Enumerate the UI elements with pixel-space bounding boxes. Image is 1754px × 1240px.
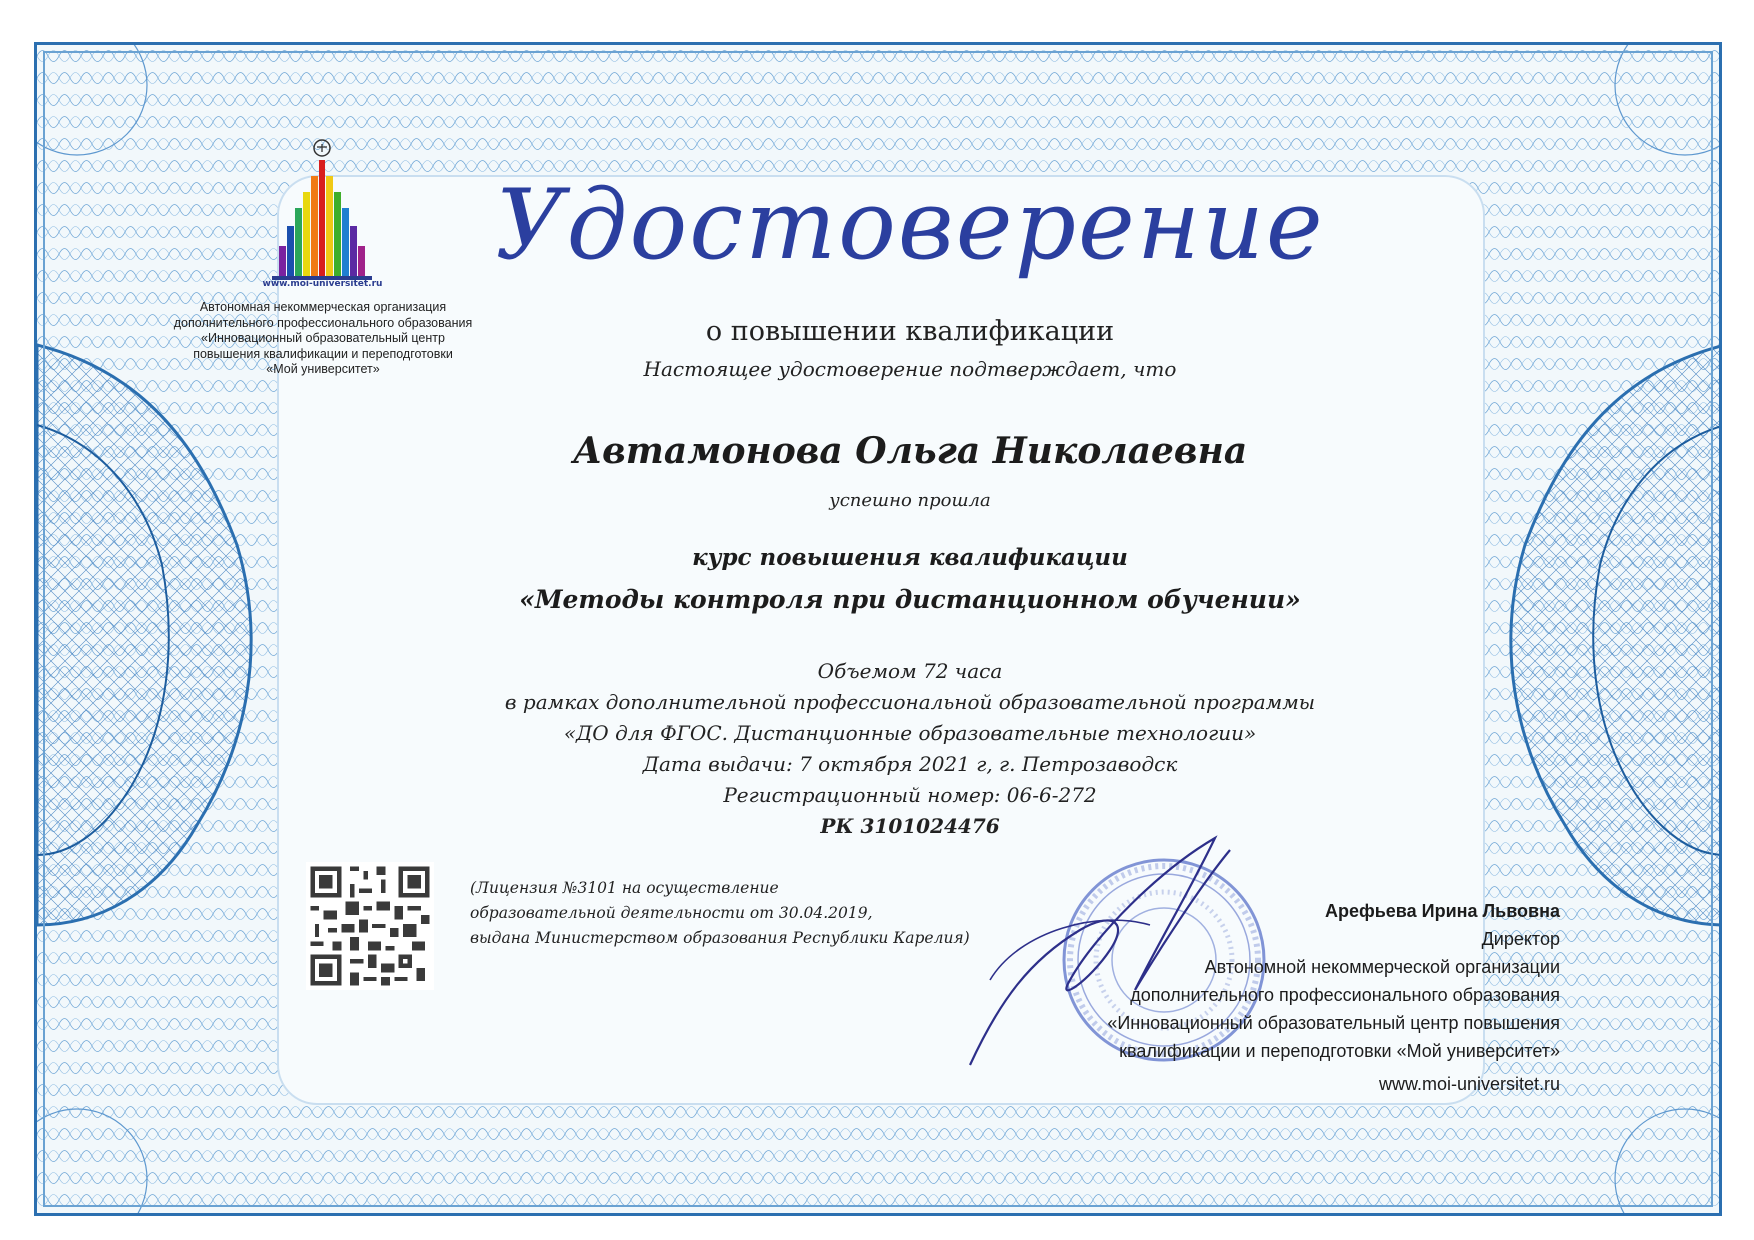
passed-text: успешно прошла xyxy=(829,490,991,511)
license-info xyxy=(470,876,1030,951)
signer-position: Директор xyxy=(1481,929,1560,949)
org-line: «Инновационный образовательный центр xyxy=(201,331,445,345)
signer-org-line: Автономной некоммерческой организации xyxy=(1204,957,1560,977)
org-line: Автономная некоммерческая организация xyxy=(199,300,447,314)
course-type: курс повышения квалификации xyxy=(692,544,1128,571)
logo-url-text: www.moi-universitet.ru xyxy=(262,279,383,289)
signer-name: Арефьева Ирина Львовна xyxy=(1324,901,1560,921)
course-details xyxy=(400,656,1420,842)
license-line: образовательной деятельности от 30.04.2019, xyxy=(470,904,873,922)
certificate-title: Удостоверение xyxy=(495,169,1325,281)
qr-code-icon xyxy=(306,862,434,990)
org-line: дополнительного профессионального образования xyxy=(173,315,473,330)
rainbow-tower-logo-icon xyxy=(262,136,382,288)
issue-date: Дата выдачи: 7 октября 2021 г, г. Петрозаводск xyxy=(642,752,1178,776)
signer-org-line: квалификации и переподготовки «Мой университет» xyxy=(1119,1041,1560,1061)
registration-number: Регистрационный номер: 06-6-272 xyxy=(723,783,1097,807)
signer-org-line: «Инновационный образовательный центр повышения xyxy=(1107,1013,1560,1033)
website-link[interactable]: www.moi-universitet.ru xyxy=(1378,1074,1560,1094)
rk-number: РК 3101024476 xyxy=(820,814,1000,838)
issuer-organization-block xyxy=(158,300,488,378)
course-volume: Объемом 72 часа xyxy=(817,659,1003,683)
course-name: «Методы контроля при дистанционном обучении» xyxy=(519,585,1301,614)
program-line: в рамках дополнительной профессиональной образовательной программы xyxy=(504,690,1316,714)
license-line: выдана Министерством образования Республики Карелия) xyxy=(470,929,970,947)
org-line: «Мой университет» xyxy=(266,362,380,376)
confirm-text: Настоящее удостоверение подтверждает, что xyxy=(643,357,1177,381)
program-name: «ДО для ФГОС. Дистанционные образовательные технологии» xyxy=(563,721,1257,745)
signer-org-line: дополнительного профессионального образования xyxy=(1130,985,1560,1005)
recipient-name: Автамонова Ольга Николаевна xyxy=(572,430,1248,472)
license-line: (Лицензия №3101 на осуществление xyxy=(470,879,779,897)
signer-block xyxy=(960,897,1560,1065)
certificate-subtitle: о повышении квалификации xyxy=(705,316,1115,347)
org-line: повышения квалификации и переподготовки xyxy=(193,346,453,361)
